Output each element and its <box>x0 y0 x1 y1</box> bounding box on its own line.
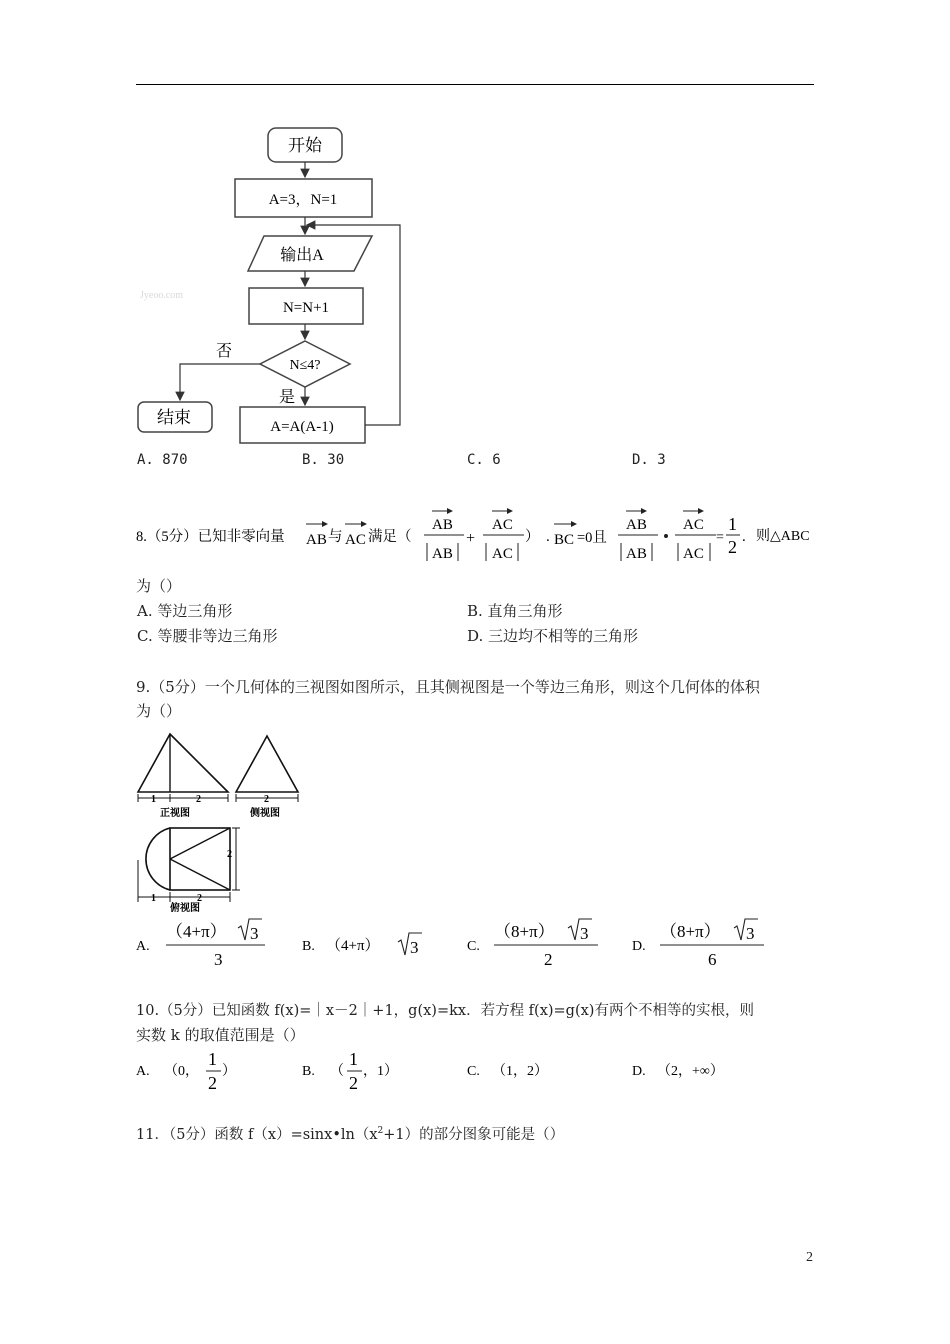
flow-output-text: 输出A <box>280 247 324 264</box>
q9-option-b[interactable] <box>302 933 422 957</box>
top-view-label: 俯视图 <box>170 903 200 912</box>
q8-option-b[interactable]: B. 直角三角形 <box>467 602 563 620</box>
q10-option-b-letter: B. <box>302 1064 315 1079</box>
top-view-square <box>170 828 230 890</box>
q8-half-den: 2 <box>728 537 737 557</box>
q9-option-d-letter: D. <box>632 939 646 954</box>
q10-option-b-num: 1 <box>349 1049 358 1069</box>
q11-pre: 11．（5分）函数 f（x）=sinx•ln（x <box>136 1127 378 1143</box>
q10-option-c-text: （1，2） <box>492 1064 548 1079</box>
q9-option-d-num: （8+π） <box>660 922 721 941</box>
q9-line2: 为（） <box>136 702 182 720</box>
q9-option-a-den: 3 <box>214 950 223 969</box>
q7-option-a[interactable]: A. 870 <box>137 452 188 468</box>
q11-post: +1）的部分图象可能是（） <box>383 1127 565 1143</box>
q9-option-a-letter: A. <box>136 939 150 954</box>
q10-option-a-den: 2 <box>208 1073 217 1093</box>
q10-option-a[interactable] <box>136 1049 236 1093</box>
q9-option-d[interactable] <box>632 919 764 969</box>
flow-increment-text: N=N+1 <box>282 300 330 316</box>
q8-prefix: 8.（5分）已知非零向量 <box>136 529 285 545</box>
flow-condition-text: N≤4? <box>289 358 321 373</box>
q10-option-d-text: （2，+∞） <box>657 1064 724 1079</box>
q9-option-a-root: 3 <box>250 924 259 943</box>
q8-dot-product <box>664 534 668 538</box>
side-dim-2: 2 <box>264 794 269 805</box>
q10-option-b-den: 2 <box>349 1073 358 1093</box>
q8-line2: 为（） <box>136 577 182 595</box>
q9-option-b-letter: B. <box>302 939 315 954</box>
flow-yes-label: 是 <box>279 389 296 406</box>
q9-line1: 9.（5分）一个几何体的三视图如图所示，且其侧视图是一个等边三角形，则这个几何体的体积 <box>136 678 760 696</box>
q8-stem <box>130 505 820 567</box>
q11-stem <box>136 1123 564 1144</box>
q8-dot: . <box>546 529 550 545</box>
q10-option-d[interactable] <box>632 1063 724 1079</box>
q9-option-c-root: 3 <box>580 924 589 943</box>
front-dim-2: 2 <box>196 794 201 805</box>
top-dim-2: 2 <box>197 893 202 904</box>
q10-option-b[interactable] <box>302 1049 398 1093</box>
q8-vec-bc: BC <box>554 532 575 548</box>
q8-option-d[interactable]: D. 三边均不相等的三角形 <box>467 627 639 645</box>
q10-option-a-num: 1 <box>208 1049 217 1069</box>
q8-frac2-num: AC <box>492 517 513 533</box>
q9-option-a-num: （4+π） <box>166 922 227 941</box>
q8-yu: 与 <box>328 529 343 545</box>
q8-frac1-num: AB <box>432 517 453 533</box>
q8-period: . <box>742 529 746 545</box>
side-view-label: 侧视图 <box>250 808 280 819</box>
flow-start-text: 开始 <box>288 136 322 155</box>
flow-init-text: A=3，N=1 <box>268 192 338 208</box>
front-view-triangle <box>138 734 228 792</box>
q10-option-a-post: ） <box>222 1064 236 1079</box>
flow-watermark: Jyeoo.com <box>140 290 184 301</box>
q10-line2: 实数 k 的取值范围是（） <box>136 1026 305 1044</box>
header-rule <box>136 84 814 85</box>
q8-frac4-den: AC <box>683 546 704 562</box>
page-number: 2 <box>806 1250 813 1265</box>
q8-vec-ab: AB <box>306 532 327 548</box>
q8-suffix: 则△ABC <box>756 529 810 544</box>
q9-option-c-den: 2 <box>544 950 553 969</box>
q8-frac1-den: AB <box>432 546 453 562</box>
q10-option-a-pre: （0， <box>164 1064 199 1079</box>
flowchart <box>130 120 420 450</box>
q8-eq0: =0且 <box>577 530 607 546</box>
q7-option-d[interactable]: D. 3 <box>632 452 666 468</box>
q10-option-a-letter: A. <box>136 1064 150 1079</box>
q10-options <box>130 1045 780 1097</box>
q9-option-c-num: （8+π） <box>494 922 555 941</box>
q8-plus: + <box>466 530 476 547</box>
flow-end-text: 结束 <box>157 408 191 427</box>
q10-line1: 10.（5分）已知函数 f(x)=｜x－2｜+1，g(x)=kx．若方程 f(x)=g(x)有两个不相等的实根，则 <box>136 1003 754 1019</box>
q10-option-b-post: ，1） <box>363 1064 398 1079</box>
flow-update-text: A=A(A-1) <box>270 419 334 435</box>
flow-no-label: 否 <box>216 343 233 360</box>
q8-frac2-den: AC <box>492 546 513 562</box>
q8-eq: = <box>716 530 724 545</box>
top-view-semicircle <box>146 828 170 890</box>
q8-frac3-den: AB <box>626 546 647 562</box>
q8-frac3-num: AB <box>626 517 647 533</box>
q8-satisfy: 满足（ <box>368 529 412 545</box>
q9-option-d-root: 3 <box>746 924 755 943</box>
q10-option-c[interactable] <box>467 1063 548 1079</box>
q9-option-c-letter: C. <box>467 939 480 954</box>
q9-option-c[interactable] <box>467 919 598 969</box>
top-dim-1: 1 <box>151 893 156 904</box>
three-view-figure <box>130 730 310 912</box>
q11-sup: 2 <box>377 1126 384 1137</box>
q9-option-b-num: （4+π） <box>326 938 380 954</box>
front-dim-1: 1 <box>151 794 156 805</box>
q7-option-c[interactable]: C. 6 <box>467 452 501 468</box>
side-view-triangle <box>236 736 298 792</box>
q8-vec-ac: AC <box>345 532 366 548</box>
front-view-label: 正视图 <box>160 808 190 819</box>
q8-option-c[interactable]: C. 等腰非等边三角形 <box>137 627 278 645</box>
q10-option-c-letter: C. <box>467 1064 480 1079</box>
q9-option-d-den: 6 <box>708 950 717 969</box>
q8-close-paren: ） <box>525 529 540 545</box>
q8-half-num: 1 <box>728 514 737 534</box>
q10-option-d-letter: D. <box>632 1064 646 1079</box>
q9-option-b-root: 3 <box>410 938 419 957</box>
top-dim-2-vertical: 2 <box>227 849 232 860</box>
q9-option-a[interactable] <box>136 919 265 969</box>
q7-option-b[interactable]: B. 30 <box>302 452 345 468</box>
q8-option-a[interactable]: A. 等边三角形 <box>137 602 233 620</box>
q10-option-b-pre: （ <box>330 1064 344 1079</box>
q8-frac4-num: AC <box>683 517 704 533</box>
q9-options <box>130 915 780 971</box>
